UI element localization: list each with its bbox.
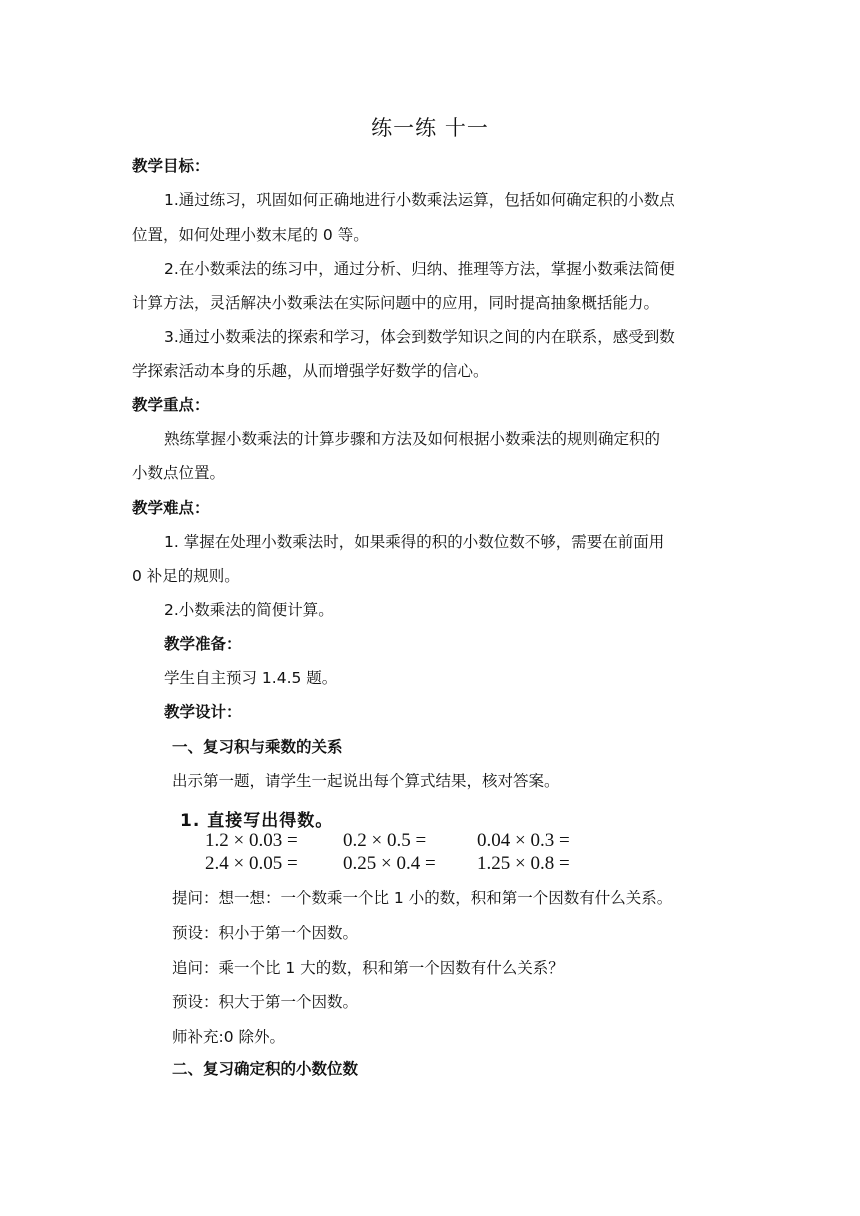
heading-key-points: 教学重点： (132, 396, 210, 414)
exercise-heading: 1. 直接写出得数。 (180, 811, 334, 831)
exercise-item: 1.25 × 0.8 = (477, 853, 570, 874)
heading-design: 教学设计： (164, 703, 242, 721)
section-2-heading: 二、复习确定积的小数位数 (172, 1060, 359, 1078)
exercise-item: 1.2 × 0.03 = (205, 830, 298, 851)
goal-1-line-1: 1.通过练习，巩固如何正确地进行小数乘法运算，包括如何确定积的小数点 (164, 191, 675, 209)
teacher-note: 师补充:0 除外。 (172, 1028, 286, 1046)
exercise-item: 0.25 × 0.4 = (343, 853, 436, 874)
difficulty-1-line-1: 1. 掌握在处理小数乘法时，如果乘得的积的小数位数不够，需要在前面用 (164, 533, 665, 551)
key-point-line-1: 熟练掌握小数乘法的计算步骤和方法及如何根据小数乘法的规则确定积的 (164, 430, 661, 448)
heading-teaching-goals: 教学目标： (132, 157, 210, 175)
heading-difficulties: 教学难点： (132, 499, 210, 517)
goal-3-line-2: 学探索活动本身的乐趣，从而增强学好数学的信心。 (132, 362, 489, 380)
exercise-item: 2.4 × 0.05 = (205, 853, 298, 874)
page-title: 练一练 十一 (371, 116, 489, 140)
section-1-heading: 一、复习积与乘数的关系 (172, 738, 343, 756)
preparation-text: 学生自主预习 1.4.5 题。 (164, 669, 338, 687)
goal-1-line-2: 位置，如何处理小数末尾的 0 等。 (132, 226, 369, 244)
question-1: 提问：想一想：一个数乘一个比 1 小的数，积和第一个因数有什么关系。 (172, 889, 673, 907)
section-1-instruction: 出示第一题，请学生一起说出每个算式结果，核对答案。 (172, 772, 560, 790)
exercise-item: 0.04 × 0.3 = (477, 830, 570, 851)
goal-3-line-1: 3.通过小数乘法的探索和学习，体会到数学知识之间的内在联系，感受到数 (164, 328, 675, 346)
expected-answer-1: 预设：积小于第一个因数。 (172, 924, 359, 942)
key-point-line-2: 小数点位置。 (132, 464, 226, 482)
goal-2-line-2: 计算方法，灵活解决小数乘法在实际问题中的应用，同时提高抽象概括能力。 (132, 294, 660, 312)
expected-answer-2: 预设：积大于第一个因数。 (172, 993, 359, 1011)
question-2: 追问：乘一个比 1 大的数，积和第一个因数有什么关系？ (172, 959, 564, 977)
exercise-item: 0.2 × 0.5 = (343, 830, 427, 851)
heading-preparation: 教学准备： (164, 635, 242, 653)
difficulty-2: 2.小数乘法的简便计算。 (164, 601, 334, 619)
difficulty-1-line-2: 0 补足的规则。 (132, 567, 240, 585)
goal-2-line-1: 2.在小数乘法的练习中，通过分析、归纳、推理等方法，掌握小数乘法简便 (164, 260, 675, 278)
